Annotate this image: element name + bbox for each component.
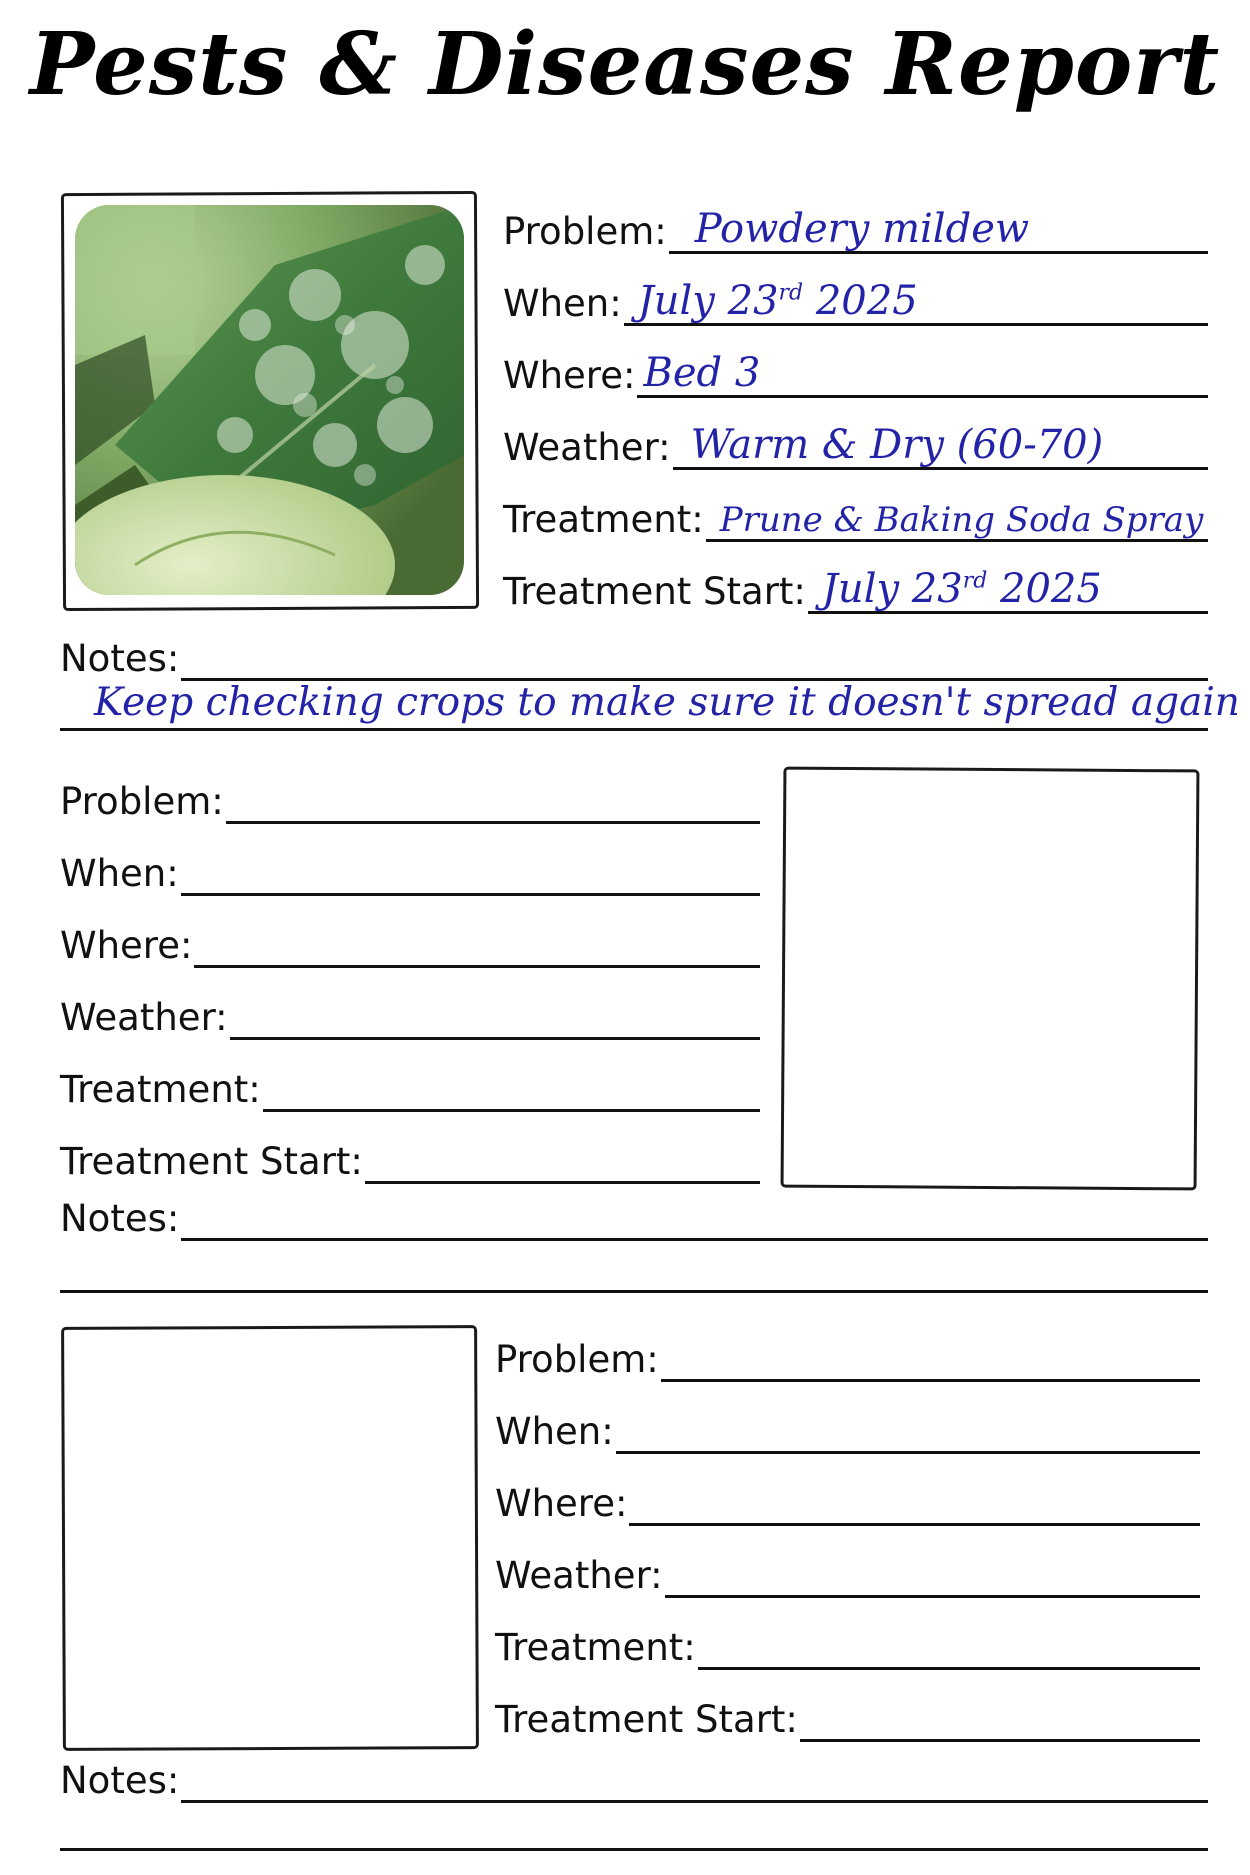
notes-line[interactable] xyxy=(181,622,1208,681)
weather-value: Warm & Dry (60-70) xyxy=(690,422,1104,468)
entry1-notes-line-2[interactable] xyxy=(60,728,1208,731)
problem-label: Problem: xyxy=(503,210,667,253)
notes-label: Notes: xyxy=(60,1759,180,1802)
treatment-label: Treatment: xyxy=(495,1626,696,1669)
when-label: When: xyxy=(503,282,622,325)
entry1-notes-value: Keep checking crops to make sure it doesn't spread again xyxy=(94,680,1240,725)
entry3-where-field[interactable] xyxy=(495,1470,1200,1526)
entry2-when-field[interactable] xyxy=(60,840,760,896)
treatment-start-label: Treatment Start: xyxy=(60,1140,363,1183)
entry1-weather-field[interactable] xyxy=(503,414,1208,470)
weather-line[interactable] xyxy=(665,1539,1200,1598)
problem-label: Problem: xyxy=(495,1338,659,1381)
entry1-when-field[interactable] xyxy=(503,270,1208,326)
problem-label: Problem: xyxy=(60,780,224,823)
entry1-photo xyxy=(75,205,464,595)
notes-line[interactable] xyxy=(181,1182,1208,1241)
treatment-start-value: July 23rd 2025 xyxy=(821,566,1102,612)
entry3-notes-line-2[interactable] xyxy=(60,1848,1208,1851)
when-line[interactable] xyxy=(181,837,760,896)
when-line[interactable] xyxy=(616,1395,1200,1454)
entry1-problem-field[interactable] xyxy=(503,198,1208,254)
entry2-notes-field[interactable] xyxy=(60,1185,1208,1241)
weather-label: Weather: xyxy=(495,1554,663,1597)
where-line[interactable] xyxy=(637,339,1208,398)
treatment-line[interactable] xyxy=(698,1611,1200,1670)
problem-value: Powdery mildew xyxy=(694,206,1030,252)
entry2-notes-line-2[interactable] xyxy=(60,1290,1208,1293)
notes-line[interactable] xyxy=(181,1744,1208,1803)
weather-line[interactable] xyxy=(230,981,760,1040)
entry3-notes-field[interactable] xyxy=(60,1747,1208,1803)
treatment-start-label: Treatment Start: xyxy=(495,1698,798,1741)
treatment-line[interactable] xyxy=(706,483,1208,542)
when-value: July 23rd 2025 xyxy=(637,278,918,324)
entry2-problem-field[interactable] xyxy=(60,768,760,824)
problem-line[interactable] xyxy=(661,1323,1200,1382)
treatment-label: Treatment: xyxy=(60,1068,261,1111)
entry3-treatment-start-field[interactable] xyxy=(495,1686,1200,1742)
when-label: When: xyxy=(495,1410,614,1453)
when-line[interactable] xyxy=(624,267,1208,326)
where-label: Where: xyxy=(60,924,193,967)
where-value: Bed 3 xyxy=(643,350,761,396)
treatment-label: Treatment: xyxy=(503,498,704,541)
entry1-notes-field[interactable] xyxy=(60,625,1208,681)
treatment-start-line[interactable] xyxy=(800,1683,1200,1742)
when-label: When: xyxy=(60,852,179,895)
entry1-where-field[interactable] xyxy=(503,342,1208,398)
page-title: Pests & Diseases Report xyxy=(29,14,1221,115)
entry3-photo-placeholder[interactable] xyxy=(61,1325,479,1751)
where-line[interactable] xyxy=(194,909,760,968)
entry3-when-field[interactable] xyxy=(495,1398,1200,1454)
entry2-weather-field[interactable] xyxy=(60,984,760,1040)
entry1-treatment-field[interactable] xyxy=(503,486,1208,542)
treatment-line[interactable] xyxy=(263,1053,760,1112)
problem-line[interactable] xyxy=(669,195,1208,254)
entry1-treatment-start-field[interactable] xyxy=(503,558,1208,614)
weather-label: Weather: xyxy=(503,426,671,469)
treatment-start-line[interactable] xyxy=(365,1125,760,1184)
notes-label: Notes: xyxy=(60,1197,180,1240)
entry2-treatment-start-field[interactable] xyxy=(60,1128,760,1184)
powdery-mildew-leaf-image xyxy=(75,205,464,595)
treatment-start-line[interactable] xyxy=(808,555,1208,614)
entry2-photo-placeholder[interactable] xyxy=(781,767,1200,1191)
weather-label: Weather: xyxy=(60,996,228,1039)
where-label: Where: xyxy=(495,1482,628,1525)
treatment-start-label: Treatment Start: xyxy=(503,570,806,613)
weather-line[interactable] xyxy=(673,411,1208,470)
entry3-treatment-field[interactable] xyxy=(495,1614,1200,1670)
where-label: Where: xyxy=(503,354,636,397)
treatment-value: Prune & Baking Soda Spray xyxy=(719,500,1204,540)
where-line[interactable] xyxy=(629,1467,1200,1526)
entry2-treatment-field[interactable] xyxy=(60,1056,760,1112)
notes-label: Notes: xyxy=(60,637,180,680)
entry3-weather-field[interactable] xyxy=(495,1542,1200,1598)
problem-line[interactable] xyxy=(226,765,760,824)
entry3-problem-field[interactable] xyxy=(495,1326,1200,1382)
entry2-where-field[interactable] xyxy=(60,912,760,968)
